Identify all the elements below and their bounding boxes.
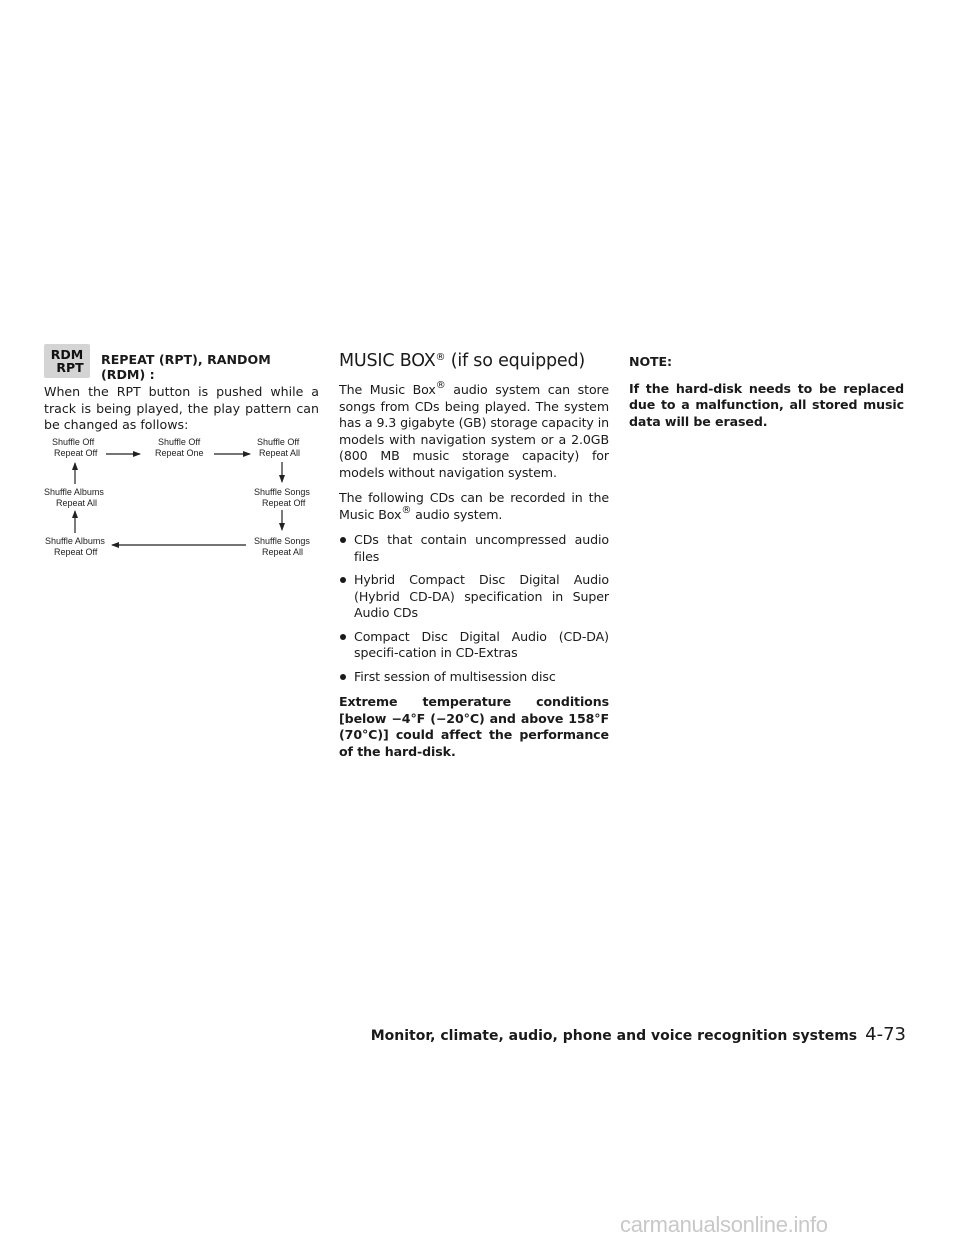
list-item: CDs that contain uncompressed audio files [339,532,609,565]
node-line: Shuffle Off [52,437,95,447]
node-shuffle-albums-repeat-all [44,487,104,509]
node-line: Shuffle Off [158,437,201,447]
node-shuffle-off-repeat-off [52,437,97,459]
node-line: Repeat Off [262,498,306,508]
registered-mark: ® [435,380,446,391]
rpt-rdm-heading [44,344,319,382]
node-line: Repeat All [262,547,304,557]
node-shuffle-albums-repeat-off [45,536,105,558]
music-box-title [339,350,609,372]
registered-mark: ® [401,504,412,516]
recordable-cds-intro [339,490,609,523]
node-line: Repeat Off [54,547,98,557]
node-line: Repeat All [56,498,98,508]
note-label: NOTE: [629,354,672,369]
note-column [629,354,904,439]
title-suffix: (if so equipped) [445,351,586,371]
text-run: The Music Box [339,382,436,397]
node-line: Repeat Off [54,448,98,458]
node-shuffle-off-repeat-one [155,437,204,459]
registered-mark: ® [435,352,446,363]
node-line: Shuffle Off [257,437,300,447]
temperature-warning: Extreme temperature conditions [below −4°F (−20°C) and above 158°F (70°C)] could affect the performance of the hard-disk. [339,694,609,759]
node-shuffle-songs-repeat-off [254,487,310,509]
music-box-column [339,350,609,769]
footer-section-title: Monitor, climate, audio, phone and voice recognition systems [370,1028,858,1044]
node-line: Shuffle Albums [45,536,105,546]
note-text: If the hard-disk needs to be replaced due to a malfunction, all stored music data will be erased. [629,380,904,429]
list-item: Hybrid Compact Disc Digital Audio (Hybrid CD-DA) specification in Super Audio CDs [339,572,609,622]
page-footer [371,1024,906,1045]
play-pattern-diagram [38,432,322,562]
rpt-icon-label: RPT [56,360,84,375]
rdm-icon-label: RDM [50,347,84,362]
rpt-intro-paragraph: When the RPT button is pushed while a track is being played, the play pattern can be changed as follows: [44,384,319,432]
list-item: Compact Disc Digital Audio (CD-DA) specifi-cation in CD-Extras [339,629,609,662]
title-text: MUSIC BOX [339,351,436,371]
text-run: audio system can store songs from CDs being played. The system has a 9.3 gigabyte (GB) storage capacity in models with navigation system or a 2.0GB (800 MB music storage capacity) for models without navigation system. [339,382,610,480]
list-item: First session of multisession disc [339,669,609,686]
text-run: The following CDs can be recorded in the Music Box [339,490,609,522]
text-run: audio system. [411,506,503,522]
page-number: 4-73 [865,1024,906,1045]
node-shuffle-songs-repeat-all [254,536,310,558]
music-box-description [339,382,609,481]
node-shuffle-off-repeat-all [257,437,300,459]
node-line: Shuffle Albums [44,487,104,497]
rdm-rpt-button-icon [44,344,90,378]
recordable-cds-list [339,532,609,685]
node-line: Shuffle Songs [254,536,310,546]
node-line: Shuffle Songs [254,487,310,497]
watermark-text: carmanualsonline.info [620,1212,828,1237]
rpt-rdm-subheading: REPEAT (RPT), RANDOM (RDM) : [101,352,271,382]
node-line: Repeat All [259,448,301,458]
node-line: Repeat One [155,448,204,458]
